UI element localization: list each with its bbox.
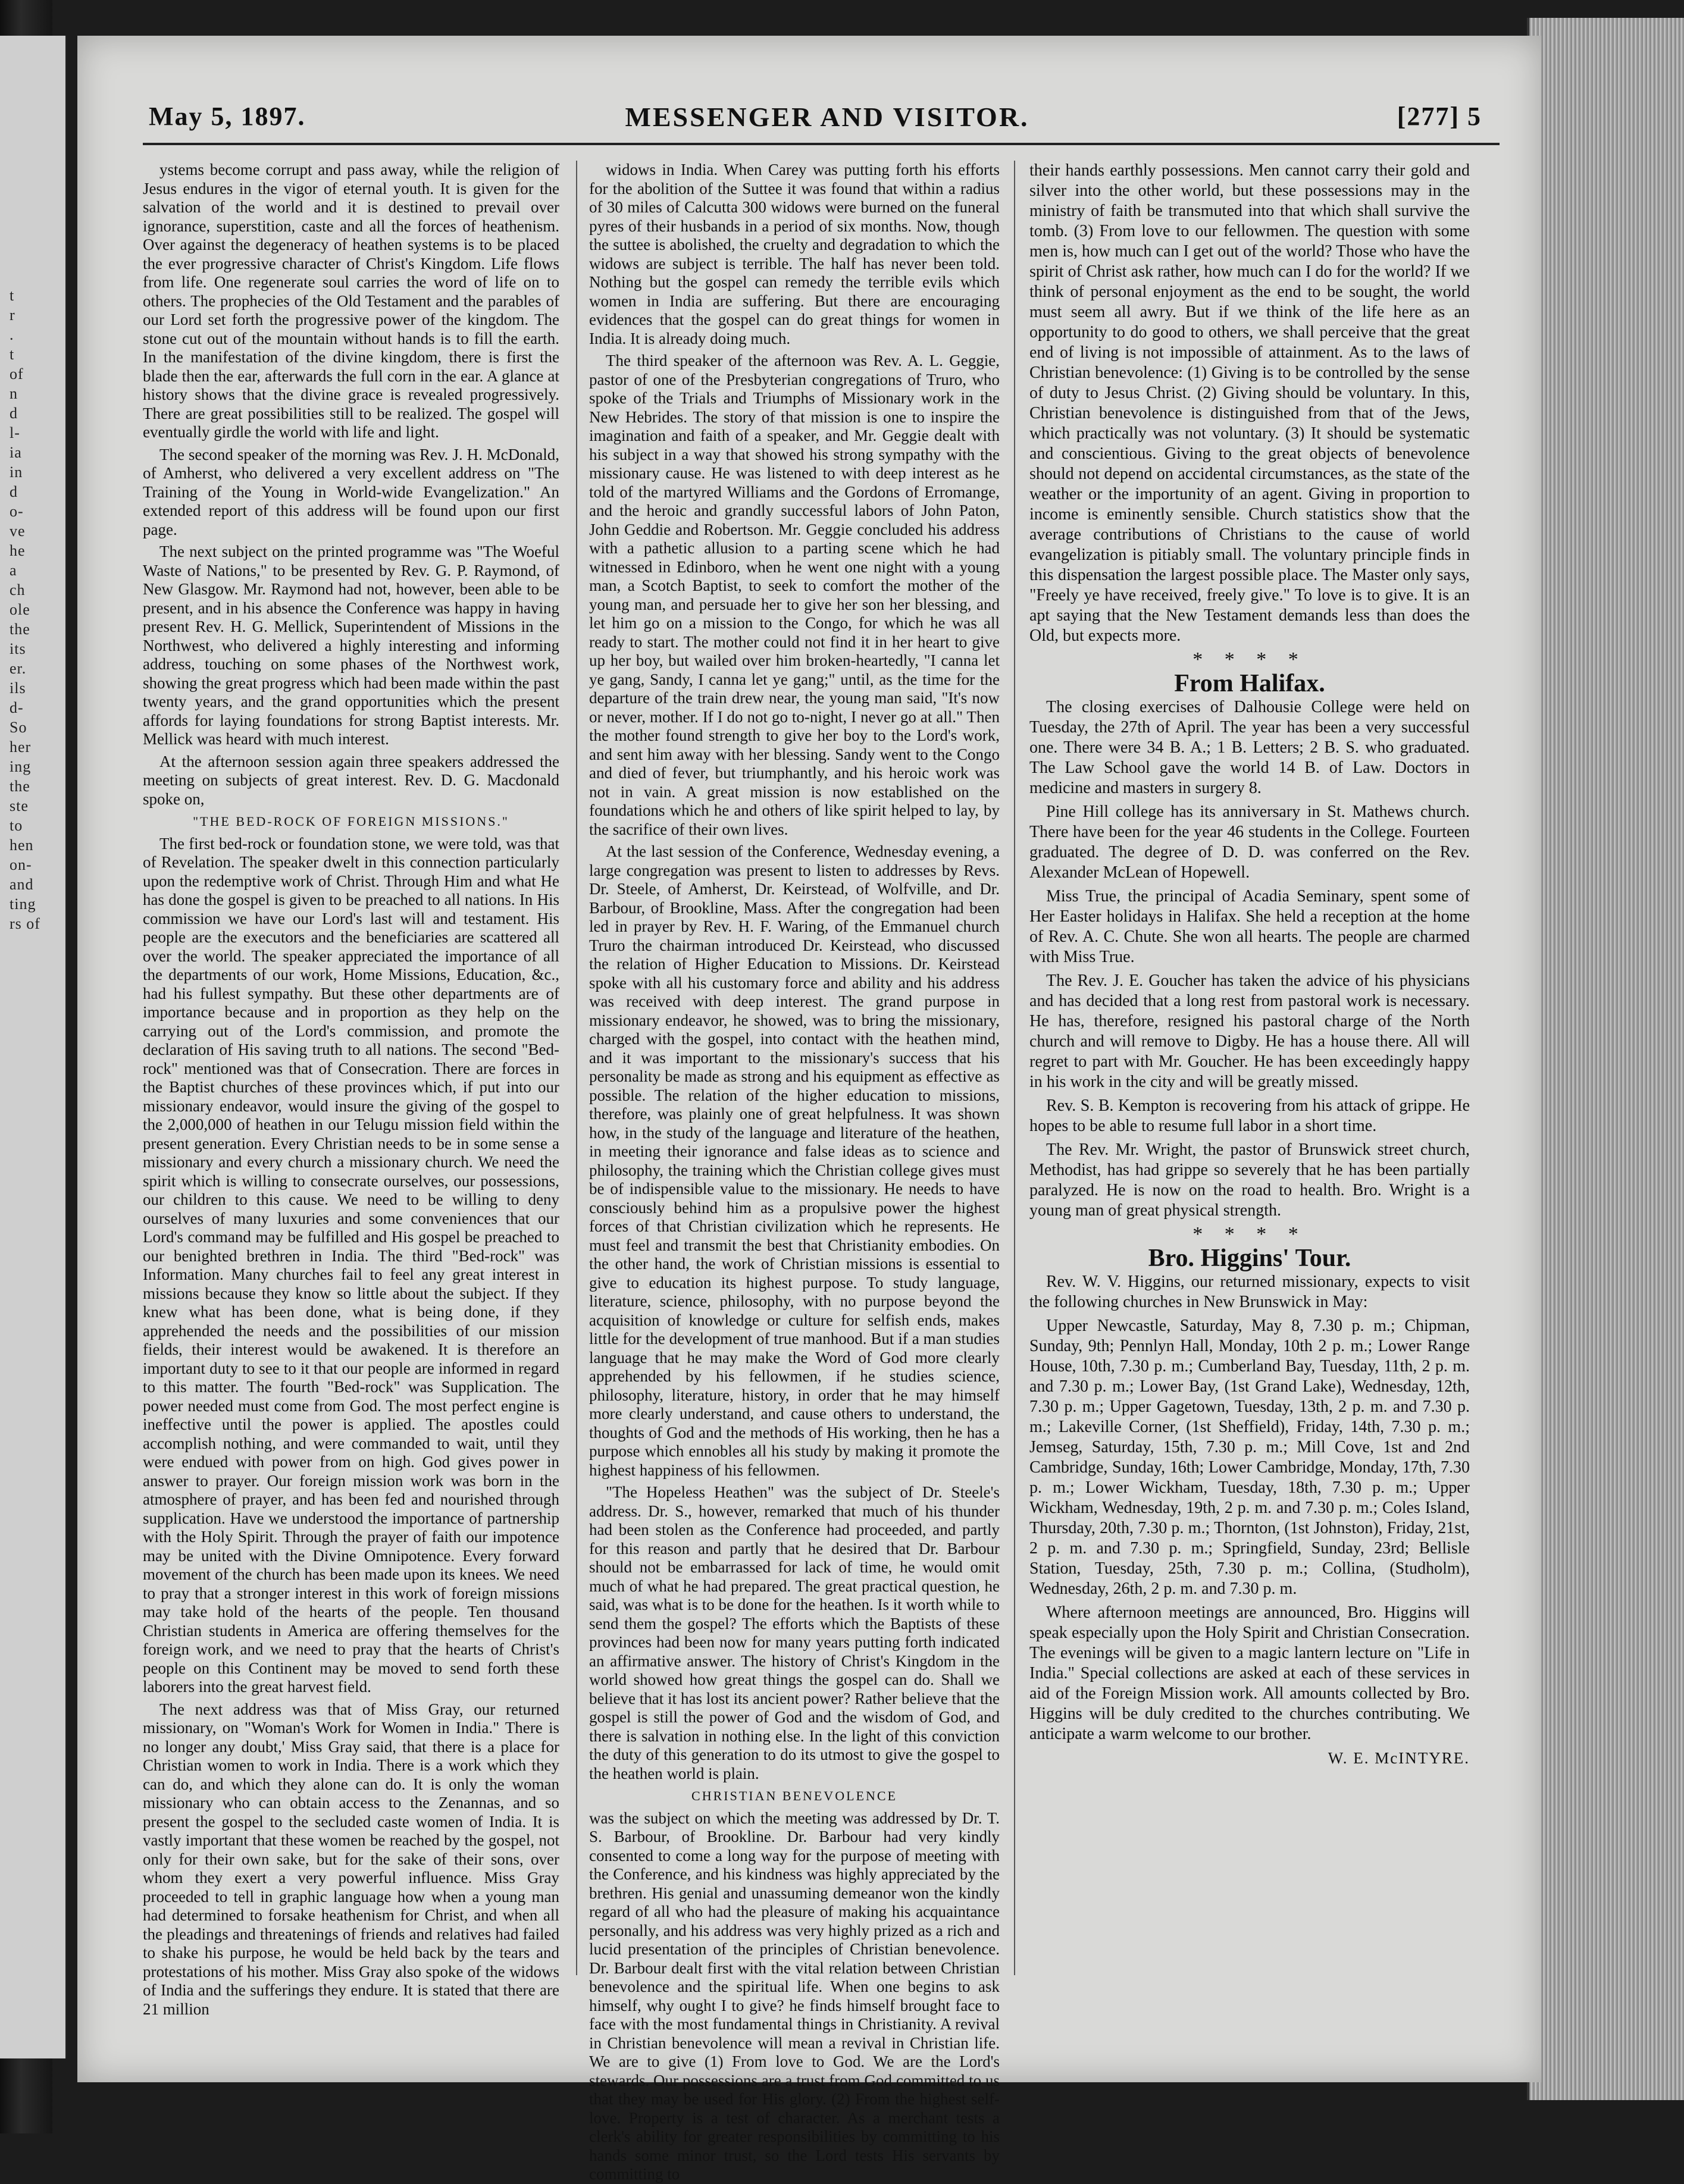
- paragraph: Rev. S. B. Kempton is recovering from his attack of grippe. He hopes to be able to resume full labor in a short time.: [1029, 1096, 1470, 1135]
- paragraph: Rev. W. V. Higgins, our returned missionary, expects to visit the following churches in New Brunswick in May:: [1029, 1273, 1470, 1311]
- paragraph: Miss True, the principal of Acadia Seminary, spent some of Her Easter holidays in Halifax. She held a reception at the home of Rev. A. C. Chute. She won all hearts. The people are charmed with Miss True.: [1029, 887, 1470, 966]
- paragraph: The first bed-rock or foundation stone, we were told, was that of Revelation. The speaker dwelt in this connection particularly upon the redemptive work of Christ. Through Him and what He has done the gospel is given to be preached to all nations. In His commission we have our Lord's last will and testament. His people are the executors and the beneficiaries are scattered all over the world. The speaker appreciated the importance of all the departments of our work, Home Missions, Education, &c., had his fullest sympathy. But these other departments are of importance because and in proportion as they help on the carrying out of the Lord's commission, and promote the declaration of His saving truth to all nations. The second "Bed-rock" mentioned was that of Consecration. There are forces in the Baptist churches of these provinces which, if put into our missionary endeavor, would insure the giving of the gospel to the 2,000,000 of heathen in our Telugu mission field within the present generation. Every Christian needs to be in some sense a missionary and every church a missionary church. We need the spirit which is willing to consecrate ourselves, our possessions, our children to this cause. We need to be willing to deny ourselves of many luxuries and some conveniences that our Lord's command may be fulfilled and His gospel be preached to our benighted brethren in India. The third "Bed-rock" was Information. Many churches fail to feel any great interest in missions because they know so little about the subject. If they knew what has been done, what is being done, if they apprehended the needs and the possibilities of our mission fields, their interest would be awakened. It is therefore an important duty to see to it that our people are informed in regard to this matter. The fourth "Bed-rock" was Supplication. The power needed must come from God. The most perfect engine is ineffective until the power is applied. The apostles could accomplish nothing, and were commanded to wait, until they were endued with power from on high. God gives power in answer to prayer. Our foreign mission work was born in the atmosphere of prayer, and has been fed and nourished through supplication. Have we understood the importance of partnership with the Holy Spirit. Through the prayer of faith our impotence may be united with the Divine Omnipotence. Every forward movement of the church has been made upon its knees. We need to pray that a stronger interest in this work of foreign missions may take hold of the hearts of the people. Ten thousand Christian students in America are offering themselves for the foreign work, and we need to pray that the hearts of Christ's people on this Continent may be moved to send forth these laborers into the great harvest field.: [143, 834, 559, 1696]
- paragraph: widows in India. When Carey was putting forth his efforts for the abolition of the Suttee it was found that within a radius of 30 miles of Calcutta 300 widows were burned on the funeral pyres of their husbands in a period of six months. Now, though the suttee is abolished, the cruelty and degradation to which the widows are subject is terrible. The half has never been told. Nothing but the gospel can remedy the terrible evils which women in India are suffering. But there are encouraging evidences that the gospel can do great things for women in India. It is already doing much.: [589, 161, 1000, 347]
- section-title-higgins-tour: Bro. Higgins' Tour.: [1148, 1245, 1351, 1272]
- column-divider: [576, 161, 577, 1975]
- section-separator-stars: * * * *: [1192, 1223, 1307, 1245]
- paragraph: The closing exercises of Dalhousie College were held on Tuesday, the 27th of April. The year has been a very successful one. There were 34 B. A.; 1 B. Letters; 2 B. S. who graduated. The Law School gave the world 14 B. of Law. Doctors in medicine and masters in surgery 8.: [1029, 698, 1470, 797]
- column-1: [143, 161, 559, 2018]
- issue-date: May 5, 1897.: [149, 102, 306, 131]
- previous-page-edge: [0, 36, 67, 2058]
- paragraph: The second speaker of the morning was Rev. J. H. McDonald, of Amherst, who delivered a very excellent address on "The Training of the Young in World-wide Evangelization." An extended report of this address will be found upon our first page.: [143, 445, 559, 538]
- paragraph: their hands earthly possessions. Men cannot carry their gold and silver into the other world, but these possessions may in the ministry of faith be transmuted into that which shall survive the tomb. (3) From love to our fellowmen. The question with some men is, how much can I get out of the world? Those who have the spirit of Christ ask rather, how much can I do for the world? If we think of personal enjoyment as the end to be sought, the world must seem all awry. But if we think of the life here as an opportunity to do good to others, we shall perceive that the great end of living is not impossible of attainment. As to the laws of Christian benevolence: (1) Giving is to be controlled by the sense of duty to Jesus Christ. (2) Giving should be voluntary. In this, Christian benevolence is distinguished from that of the Jews, which practically was not voluntary. (3) It should be systematic and conscientious. Giving to the great objects of benevolence should not depend on accidental circumstances, as the state of the weather or the importunity of an agent. Giving in proportion to income is eminently sensible. Church statistics show that the average contributions of Christians to the cause of world evangelization is pitiably small. The voluntary principle finds in this dispensation the largest possible place. The Master only says, "Freely ye have received, freely give." To love is to give. It is an apt saying that the New Testament demands less than does the Old, but expects more.: [1029, 161, 1470, 645]
- paragraph: Where afternoon meetings are announced, Bro. Higgins will speak especially upon the Holy Spirit and Christian Consecration. The evenings will be given to a magic lantern lecture on "Life in India." Special collections are asked at each of these services in aid of the Foreign Mission work. All amounts collected by Bro. Higgins will be duly credited to the churches contributing. We anticipate a warm welcome to our brother.: [1029, 1603, 1470, 1743]
- paragraph: The Rev. Mr. Wright, the pastor of Brunswick street church, Methodist, has had grippe so severely that he has been partially paralyzed. He is now on the road to health. Bro. Wright is a young man of great physical strength.: [1029, 1140, 1470, 1220]
- paragraph: The third speaker of the afternoon was Rev. A. L. Geggie, pastor of one of the Presbyterian congregations of Truro, who spoke of the Trials and Triumphs of Missionary work in the New Hebrides. The story of that mission is one to inspire the imagination and faith of a speaker, and Mr. Geggie dealt with his subject in a way that showed his strong sympathy with the missionary cause. He was listened to with deep interest as he told of the martyred Williams and the Gordons of Erromange, and the heroic and grandly successful labors of John Paton, John Geddie and Robertson. Mr. Geggie concluded his address with a pathetic allusion to a parting scene which he had witnessed in Edinboro, when he went one night with a young man, a Scotch Baptist, to seek to comfort the mother of the young man, and persuade her to give her son her blessing, and let him go on a mission to the Congo, for which he was all ready to start. The mother could not find it in her heart to give up her boy, but wailed over him broken-heartedly, "I canna let ye gang, Sandy, I canna let ye gang;" until, as the time for the departure of the train drew near, the young man said, "It's now or never, mother. If I do not go to-night, I never go at all." Then the mother found strength to give her boy to the Lord's work, and sent him away with her blessing. Sandy went to the Congo and died of fever, but triumphantly, and his heroic work was not in vain. A great mission is now established on the foundations which he and others of like spirit helped to lay, by the sacrifice of their own lives.: [589, 352, 1000, 838]
- masthead: [149, 101, 1505, 143]
- previous-page-text-fragment: t r . t of n d l- ia in d o- ve he a ch ole the its er. ils d- So her ing the ste to hen on- and ting rs of: [10, 287, 40, 932]
- paragraph: The Rev. J. E. Goucher has taken the advice of his physicians and has decided that a long rest from pastoral work is necessary. He has, therefore, resigned his pastoral charge of the North church and will remove to Digby. He has a house there. All will regret to part with Mr. Goucher. He has been exceedingly happy in his work in the city and will be greatly missed.: [1029, 972, 1470, 1091]
- page-number: [277] 5: [1397, 102, 1482, 131]
- paragraph: At the afternoon session again three speakers addressed the meeting on subjects of great interest. Rev. D. G. Macdonald spoke on,: [143, 752, 559, 808]
- subhead-bed-rock: "THE BED-ROCK OF FOREIGN MISSIONS.": [193, 814, 509, 829]
- paragraph: Upper Newcastle, Saturday, May 8, 7.30 p. m.; Chipman, Sunday, 9th; Pennlyn Hall, Monday, 10th 2 p. m.; Lower Range House, 10th, 7.30 p. m.; Cumberland Bay, Tuesday, 11th, 2 p. m. and 7.30 p. m.; Lower Bay, (1st Grand Lake), Wednesday, 12th, 7.30 p. m.; Upper Gagetown, Tuesday, 13th, 2 p. m. and 7.30 p. m.; Lakeville Corner, (1st Sheffield), Friday, 14th, 7.30 p. m.; Jemseg, Saturday, 15th, 7.30 p. m.; Mill Cove, 1st and 2nd Cambridge, Sunday, 16th; Lower Cambridge, Monday, 17th, 7.30 p. m.; Lower Wickham, Tuesday, 18th, 7.30 p. m.; Upper Wickham, Wednesday, 19th, 2 p. m. and 7.30 p. m.; Coles Island, Thursday, 20th, 7.30 p. m.; Thornton, (1st Johnston), Friday, 21st, 2 p. m. and 7.30 p. m.; Springfield, Sunday, 23rd; Bellisle Station, Tuesday, 25th, 7.30 p. m.; Collina, (Studholm), Wednesday, 26th, 2 p. m. and 7.30 p. m.: [1029, 1317, 1470, 1598]
- newspaper-title: MESSENGER AND VISITOR.: [625, 102, 1029, 132]
- section-separator-stars: * * * *: [1192, 648, 1307, 670]
- subhead-christian-benevolence: CHRISTIAN BENEVOLENCE: [691, 1788, 897, 1803]
- signature: W. E. McINTYRE.: [1328, 1749, 1470, 1767]
- paragraph: The next subject on the printed programme was "The Woeful Waste of Nations," to be presented by Rev. G. P. Raymond, of New Glasgow. Mr. Raymond had not, however, been able to be present, and in his absence the Conference was happy in having present Rev. H. G. Mellick, Superintendent of Missions in the Northwest, who delivered a highly interesting and informing address, touching on some phases of the Northwest work, showing the great progress which had been made within the past twenty years, and the grand opportunities which the present affords for laying foundations for strong Baptist interests. Mr. Mellick was heard with much interest.: [143, 543, 559, 748]
- column-3: [1029, 161, 1470, 1981]
- masthead-rule: [143, 143, 1500, 145]
- paragraph: "The Hopeless Heathen" was the subject of Dr. Steele's address. Dr. S., however, remarked that much of his thunder had been stolen as the Conference had proceeded, and partly for this reason and partly that he desired that Dr. Barbour should not be embarrassed for lack of time, he would omit much of what he had prepared. The great practical question, he said, was what is to be done for the heathen. Is it worth while to send them the gospel? The efforts which the Baptists of these provinces had been now for many years putting forth indicated an affirmative answer. The history of Christ's Kingdom in the world showed how great things the gospel can do. Shall we believe that it has lost its ancient power? Rather believe that the gospel is still the power of God and the wisdom of God, and there is salvation in nothing else. In the light of this conviction the duty of this generation to do its utmost to give the gospel to the heathen world is plain.: [589, 1483, 1000, 1782]
- newspaper-page: [77, 36, 1541, 2183]
- paragraph: Pine Hill college has its anniversary in St. Mathews church. There have been for the year 46 students in the College. Fourteen graduated. The degree of D. D. was conferred on the Rev. Alexander McLean of Hopewell.: [1029, 803, 1470, 882]
- page-stack-edges: [1527, 18, 1684, 2100]
- paragraph: At the last session of the Conference, Wednesday evening, a large congregation was present to listen to addresses by Revs. Dr. Steele, of Amherst, Dr. Keirstead, of Wolfville, and Dr. Barbour, of Brookline, Mass. After the congregation had been led in prayer by Rev. H. F. Waring, of the Emmanuel church Truro the chairman introduced Dr. Keirstead, who discussed the relation of Higher Education to Missions. Dr. Keirstead spoke with all his customary force and ability and his address was received with deep interest. The grand purpose in missionary endeavor, he showed, was to bring the missionary, charged with the gospel, into contact with the heathen mind, and it was important to the missionary's success that his personality be made as strong and his equipment as effective as possible. The relation of the higher education to missions, therefore, was plainly one of great helpfulness. It was shown how, in the study of the language and literature of the heathen, in meeting their ignorance and false ideas as to science and philosophy, the training which the Christian college gives must be of indispensible value to the missionary. He needs to have consciously behind him as a propulsive power the highest forces of that Christian civilization which he represents. He must feel and transmit the best that Christianity embodies. On the other hand, the work of Christian missions is essential to give to education its highest purpose. To study language, literature, science, philosophy, with no purpose beyond the acquisition of knowledge or culture for selfish ends, makes little for the development of true manhood. But if a man studies language that he may make the Word of God more clearly apprehended by his fellowmen, if he studies science, philosophy, literature, history, in order that he may himself more clearly understand, and cause others to understand, the thoughts of God and the methods of His working, then he has a purpose which ennobles all his study by making it promote the highest happiness of his fellowmen.: [589, 842, 1000, 1479]
- section-title-from-halifax: From Halifax.: [1174, 670, 1325, 697]
- paragraph: The next address was that of Miss Gray, our returned missionary, on "Woman's Work for Women in India." There is no longer any doubt,' Miss Gray said, that there is a place for Christian women to work in India. There is a work which they can do, and which they alone can do. It is only the woman missionary who can obtain access to the Zenannas, and so present the gospel to the secluded caste women of India. It is vastly important that these women be reached by the gospel, not only for their own sake, but for the sake of their sons, over whom they exert a very powerful influence. Miss Gray proceeded to tell in graphic language how when a young man had determined to forsake heathenism for Christ, and when all the pleadings and threatenings of friends and relatives had failed to shake his purpose, he would be held back by the tears and protestations of his mother. Miss Gray also spoke of the widows of India and the sufferings they endure. It is stated that there are 21 million: [143, 1700, 559, 2018]
- paragraph: ystems become corrupt and pass away, while the religion of Jesus endures in the vigor of eternal youth. It is given for the salvation of the world and it is destined to prevail over ignorance, superstition, caste and all the forces of heathenism. Over against the degeneracy of heathen systems is to be placed the ever progressive character of Christ's Kingdom. Life flows from life. One regenerate soul carries the word of life on to others. The prophecies of the Old Testament and the parables of our Lord set forth the progressive power of the kingdom. The stone cut out of the mountain without hands is to fill the earth. In the manifestation of the divine kingdom, there is first the blade then the ear, afterwards the full corn in the ear. A glance at history shows that the divine grace is revealed progressively. There are great possibilities still to be realized. The gospel will eventually girdle the world with life and light.: [143, 161, 559, 441]
- column-2: [589, 161, 1000, 2183]
- column-divider: [1014, 161, 1015, 1975]
- paragraph: was the subject on which the meeting was addressed by Dr. T. S. Barbour, of Brookline. Dr. Barbour had very kindly consented to come a long way for the purpose of meeting with the Conference, and his kindness was highly appreciated by the brethren. His genial and unassuming demeanor won the kindly regard of all who had the pleasure of making his acquaintance personally, and his address was very highly prized as a rich and lucid presentation of the principles of Christian benevolence. Dr. Barbour dealt first with the vital relation between Christian benevolence and the spiritual life. When one begins to ask himself, why ought I to give? he finds himself brought face to face with the most fundamental things in Christianity. A revival in Christian benevolence will mean a revival in Christian life. We are to give (1) From love to God. We are the Lord's stewards. Our possessions are a trust from God committed to us that they may be used for His glory. (2) From the highest self-love. Property is a test of character. As a merchant tests a clerk's ability for greater responsibilities by committing to his hands some minor trust, so the Lord tests His servants by committing to: [589, 1809, 1000, 2183]
